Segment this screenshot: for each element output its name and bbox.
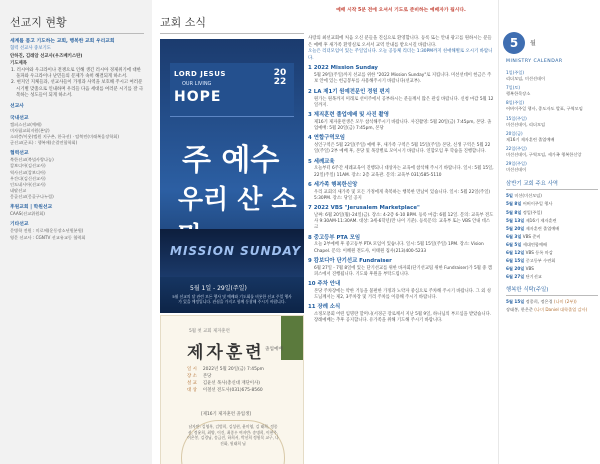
- where-value: 본당: [202, 374, 212, 380]
- news-item: [308, 235, 494, 255]
- news-number: 5: [308, 158, 312, 165]
- speaker-label: 설 교: [187, 381, 197, 387]
- group-name: 국내선교: [10, 115, 29, 121]
- support-heading: 선교사: [10, 104, 24, 110]
- calendar-date: 7일(토): [506, 85, 521, 91]
- news-body: 오늘 2부예배 후 중고등부 PTA 모임이 있습니다. 일시: 5월 15일(주일) 1PM. 장소: Vision Chapel. 문의: 이혜원 전도사, 이태원 집사(213)400-5233: [314, 242, 484, 254]
- calendar-date: 22일(주일): [506, 145, 527, 151]
- happy-table-item: [506, 307, 598, 313]
- happy-table-title: 행복한 식탁(주일): [506, 285, 598, 296]
- poster-headline-1: 주 예수: [182, 143, 280, 178]
- ministry-text: 제16기 제자훈련: [525, 217, 557, 223]
- missions-title: 선교지 현황: [10, 14, 144, 34]
- poster-lord-text: LORD JESUS: [174, 70, 226, 78]
- news-item: [308, 159, 494, 179]
- calendar-item: [506, 161, 598, 173]
- ministry-date: 5월 13일: [506, 217, 525, 223]
- ministry-date: 5일: [506, 193, 513, 199]
- calendar-item: [506, 100, 598, 112]
- calendar-text: 리더모임, 미션선데이: [506, 76, 546, 82]
- group-line: 몽골선교(몽골구나누림): [10, 193, 54, 199]
- ministry-item: [506, 258, 598, 264]
- calendar-date: 8일(주일): [506, 100, 525, 106]
- calendar-date: 29일(주일): [506, 161, 527, 167]
- news-number: 3: [308, 111, 312, 118]
- missions-headline: 세계를 품고 기도하는 교회, 행복한 교회 우리교회: [10, 39, 115, 44]
- happy-table-list: [506, 299, 598, 313]
- news-item: [308, 205, 494, 231]
- group-line: 역사선교(캄보디아): [10, 169, 46, 175]
- prayer-heading: 기도제목: [10, 60, 27, 66]
- ministry-date: 6월 12일: [506, 249, 525, 255]
- poster-hope-text: HOPE: [174, 89, 222, 105]
- missions-column: [0, 0, 152, 464]
- news-title: LA 제1기 원예전문인 정원 편지: [313, 88, 390, 95]
- news-title: 장례 소식: [317, 304, 341, 311]
- news-body: 날짜: 6월 20일(월)-24일(금). 장소: 4-2층 6-10 BPM. 등록 마감: 6월 12일. 문의: 교육부 전도사 9:30AM-11:30AM. 대상: 3세-6학년(만 나이 기준). 등록문의: 교육부 또는 VBS 안내 데스크: [314, 212, 494, 231]
- ministry-item: [506, 218, 598, 224]
- news-number: 10: [308, 281, 316, 288]
- poster-date: 5월 1일 - 29일(주일): [190, 285, 247, 292]
- news-body: 본당 주차장에는 약한 거동을 불편한 가정과 노약자 중심으로 주차해 주시기 바랍니다. 그 외 성도님께서는 제2, 3주차장 및 거리 주차를 이용해 주시기 바랍니다.: [314, 288, 491, 301]
- news-item: [308, 112, 494, 132]
- ministry-date: 6월 15일: [506, 258, 525, 264]
- missionary-name: 안하진, 김레암 선교사(우즈베키스탄): [10, 54, 83, 60]
- news-item: [308, 258, 494, 278]
- news-title: 중고등부 PTA 모임: [313, 234, 361, 241]
- news-body: 성인구역은 5월 22일(주일) 예배 후, 새가족 구역은 5월 15일(주일) 본당, 신생 구역은 5월 22일(주일) 2부 예배 후, 본당 및 목장별로 모이시기 바랍니다. 연합모임 후 학습을 진행합니다.: [314, 143, 491, 155]
- ministry-item: [506, 193, 598, 199]
- ministry-item: [506, 234, 598, 240]
- news-body: 제16기 제자훈련생은 모두 참석해주시기 바랍니다. 사진촬영: 5월 20일(금) 7:45pm, 본당. 졸업예배: 5월 20일(금) 7:45pm, 본당: [314, 119, 492, 132]
- mission-sunday-poster: [160, 39, 304, 313]
- news-body: 5월 29일(주일)까지 선교를 위한 "2022 Mission Sunday"로 지킵니다. 미션선데이 헌금은 주보 안에 있는 헌금봉투를 사용해주시기 바랍니다(선교부).: [314, 73, 492, 85]
- poster2-small: 5월 첫 교회 제자훈련: [189, 329, 230, 334]
- worship-notice: 예배 시작 5분 전에 오셔서 기도로 준비하는 예배자가 됩시다.: [336, 8, 466, 13]
- ministry-date: 5월 8일: [506, 201, 522, 207]
- where-label: 장 소: [187, 374, 197, 380]
- calendar-text: 미션선데이, 리더모임: [506, 121, 546, 127]
- calendar-date: 15일(주일): [506, 115, 527, 121]
- ministry-text: 중고등부 수련회: [525, 258, 556, 264]
- ministry-text: 단기선교: [525, 274, 542, 280]
- ministry-text: VBS: [525, 266, 534, 272]
- calendar-text: 제16기 제자훈련 졸업예배: [506, 136, 555, 142]
- when-label: 일 시: [187, 367, 197, 372]
- news-number: 7: [308, 205, 312, 212]
- ministry-text: 제자훈련 졸업예배: [525, 225, 560, 231]
- news-number: 4: [308, 135, 312, 142]
- ministry-item: [506, 201, 598, 207]
- news-number: 1: [308, 65, 312, 72]
- calendar-item: [506, 131, 598, 143]
- group-line: 네팔선교: [10, 187, 27, 193]
- extra-label: 대 상: [187, 388, 197, 394]
- calendar-item: [506, 70, 598, 82]
- calendar-item: [506, 116, 598, 128]
- news-body: 우리 교회의 새가족 및 모든 가정에게 축복하는 행복한 만남이 있습니다. 일시: 5월 22일(주일) 5:30PM. 장소: 당일 공지: [314, 189, 491, 201]
- group-name: 기타선교: [10, 222, 29, 228]
- happy-table-names: 정종희, 정은경: [525, 299, 553, 305]
- missions-subtitle: 협력 선교사 중보기도: [10, 45, 51, 51]
- calendar-date: 1일(주일): [506, 70, 525, 75]
- poster-headline-2: 우리 산 소: [178, 185, 297, 215]
- news-body: 오늘부터 6주간 세례교육이 진행되니 대상자는 교육에 참석해 주시기 바랍니다. 일시: 5월 15일, 22일(주일) 11AM. 장소: 2층 교육관. 문의: 교육부 031)585-5110: [314, 166, 494, 178]
- ministry-date: 6월 20일: [506, 266, 525, 272]
- ministry-calendar: [506, 70, 598, 316]
- group-line: CAAS(선교위원회): [10, 211, 45, 217]
- news-number: 6: [308, 181, 312, 188]
- happy-table-note: (나미 (2부)): [553, 299, 577, 305]
- intro-leaders: 오늘은 리더모임이 있는 주일입니다. 오늘 공동체 리더는 1:30PM까지 친애해별로 오시기 바랍니다.: [308, 49, 493, 61]
- news-title: 2022 VBS "Jerusalem Marketplace": [313, 205, 420, 212]
- ministry-text: 정일(주일): [522, 209, 543, 215]
- ministry-calendar-title: MINISTRY CALENDAR: [506, 59, 563, 64]
- month-suffix: 월: [530, 40, 536, 47]
- calendar-item: [506, 146, 598, 158]
- happy-table-item: [506, 299, 598, 305]
- group-line: 캄보디아(김선교사): [10, 163, 46, 169]
- poster2-tag: 졸업예배: [265, 347, 283, 352]
- group-line: 군선교(군포) : 행복애(순결연합학회): [10, 140, 78, 146]
- news-number: 11: [308, 304, 316, 311]
- news-posters-column: [160, 0, 304, 464]
- calendar-text: 어버이주일 행사, 종도자도 발표, 구역모임: [506, 106, 583, 112]
- calendar-date: 20일(금): [506, 130, 523, 136]
- group-line: 우간다(김신선교사): [10, 175, 46, 181]
- group-line: 미자립교회지원(본당): [10, 127, 50, 133]
- news-number: 2: [308, 88, 312, 95]
- intro-text: 사랑의 최선교회에 처음 오신 분들을 진심으로 환영합니다. 등록 또는 안내 광고를 원하시는 분들은 예배 후 새가족 환영실로 오셔서 교역 안내를 받으시길 바랍니다.: [308, 36, 492, 48]
- ministry-date: 5월 20일: [506, 225, 525, 231]
- news-body: 6월 27일 - 7월 8일에 있는 단기선교를 위한 바자회(단기선교팀 위한 Fundraiser)가 5월 중 캠퍼스에서 진행됩니다. 기도와 후원을 부탁드립니다.: [314, 265, 492, 277]
- ministry-item: [506, 250, 598, 256]
- ministry-text: VBS 준비: [522, 233, 541, 239]
- poster-description: 5월 선교의 달 관련 모든 행사 및 예배와 기도회를 비롯한 선교 주일 행사가 있을 예정입니다. 관심을 가지고 함께 동참해 주시기 바랍니다.: [172, 294, 292, 305]
- month-badge: 5: [503, 32, 525, 54]
- news-item: [308, 281, 494, 301]
- calendar-text: 미션선데이: [506, 167, 527, 173]
- ministry-list: [506, 193, 598, 280]
- news-item: [308, 65, 494, 85]
- when-value: 2022년 5월 20일(금) 7:45pm: [202, 367, 264, 372]
- ministry-item: [506, 266, 598, 272]
- ministry-item: [506, 242, 598, 248]
- calendar-item: [506, 85, 598, 97]
- group-line: 캠퍼스선교(예배): [10, 121, 42, 127]
- ministry-text: 세대연합예배: [522, 241, 548, 247]
- news-body: 소정모퐁회 어떤 임명란 할머니(서경근 장로께서 지난 5월 9일, 하나님의 부르심을 받았습니다. 장례예배는 추후 공지합니다. 유가족을 위해 기도해 주시기 바랍니다.: [314, 312, 492, 324]
- discipleship-poster: [160, 315, 304, 464]
- happy-table-names: 장태봉, 한은준: [506, 307, 533, 313]
- prayer-item: 2. 현지인 지체들과, 선교사들이 가정과 사역을 보호해 주시고 여러분 시기별 맞춤으로 인내하며 우리들 다음 세대를 여러분 시기를 잘 극복하는 성도들이 되게 하소서.: [11, 80, 144, 99]
- poster2-info: [187, 366, 264, 394]
- ministry-item: [506, 274, 598, 280]
- news-title: 캄보디아 단기선교 Fundraiser: [313, 257, 392, 264]
- group-name: 협력선교: [10, 151, 29, 157]
- group-line: 소외층/이웃(엘원 지구촌, 한국선) · 탈북민(미래복음장학회): [10, 133, 119, 139]
- ministry-item: [506, 226, 598, 232]
- graduates-label: [제16기 제자훈련 졸업생]: [201, 412, 251, 417]
- news-number: 8: [308, 234, 312, 241]
- ministry-date: 6월 5일: [506, 241, 522, 247]
- group-name: 후원교회 | 학원선교: [10, 205, 53, 211]
- news-item: [308, 89, 494, 109]
- speaker-value: 김윤선 목사(총신대 재단이사): [202, 381, 261, 387]
- poster-year: 20 22: [273, 68, 287, 87]
- ministry-section-title: 삼반기 교회 주요 사역: [506, 179, 598, 190]
- poster-our-text: OUR LIVING: [182, 81, 212, 87]
- poster2-title: 제자훈련: [187, 343, 265, 363]
- news-title: 연합구역모임: [313, 135, 346, 142]
- ministry-date: 5월 8일: [506, 209, 522, 215]
- extra-value: 이철선 전도사(031)675-8560: [202, 388, 263, 394]
- happy-table-date: 5월 15일: [506, 299, 525, 305]
- happy-table-note: (나미 Daniel 대학졸업 감사): [534, 307, 588, 313]
- news-column: [308, 0, 494, 464]
- news-title: 주차 안내: [317, 281, 341, 288]
- poster-band-text: MISSION SUNDAY: [170, 244, 302, 258]
- news-number: 9: [308, 257, 312, 264]
- group-line: 영문 선교사 : CGNTV 선교유교동 협력회: [10, 234, 86, 240]
- ministry-date: 6월 3일: [506, 233, 522, 239]
- news-body: 원가는 원목까지 미래로 선이주에서 공부하시는 분들께서 많은 관심 바랍니다. 신청 마감 5월 12일까지.: [314, 96, 494, 108]
- news-title: 세가족 행복한신앙: [313, 181, 358, 188]
- calendar-text: 행복한목장소: [506, 91, 531, 97]
- group-line: 문병학 전원 : 미로에(운동장소년원분원): [10, 228, 84, 234]
- calendar-text: 미션선데이, 구역모임, 세가족 행복한신앙: [506, 152, 582, 158]
- group-line: 북한선교(북녘사랑나눔): [10, 157, 54, 163]
- graduates-list: 남자반: 김영복, 김범희, 김성현, 윤미영, 김 태희, 정종선, 정윤희, 최양, 이건, 최종우 여자반: 송명희, 이현주, 이은봉, 김경님, 송금진, 하희서, 박선희 정원목 교구, 나진화, 원태희 님: [187, 424, 279, 447]
- welcome-intro: [308, 36, 494, 62]
- ministry-text: 어버이주일 행사: [522, 201, 553, 207]
- news-title: 제직훈련 졸업예배 및 사진 촬영: [313, 111, 389, 118]
- news-title: 2022 Mission Sunday: [313, 65, 378, 72]
- poster-accent-bar: [281, 316, 303, 360]
- news-item: [308, 304, 494, 324]
- ministry-text: 미션(미션모임): [514, 193, 542, 199]
- group-line: 인도네시아(선교사): [10, 181, 46, 187]
- news-title: 세례교육: [313, 158, 335, 165]
- ministry-date: 6월 27일: [506, 274, 525, 280]
- prayer-item: 1. 러시아와 우크라이나 전쟁으로 인해 생긴 러시아 경제위기에 대한 돌파와 우크라이나 난민들의 문제가 속히 해결되게 하소서.: [11, 67, 141, 79]
- ministry-item: [506, 210, 598, 216]
- news-item: [308, 182, 494, 202]
- church-news-title: 교회 소식: [160, 14, 304, 34]
- ministry-text: VBS 등록 마감: [525, 249, 553, 255]
- news-item: [308, 135, 494, 155]
